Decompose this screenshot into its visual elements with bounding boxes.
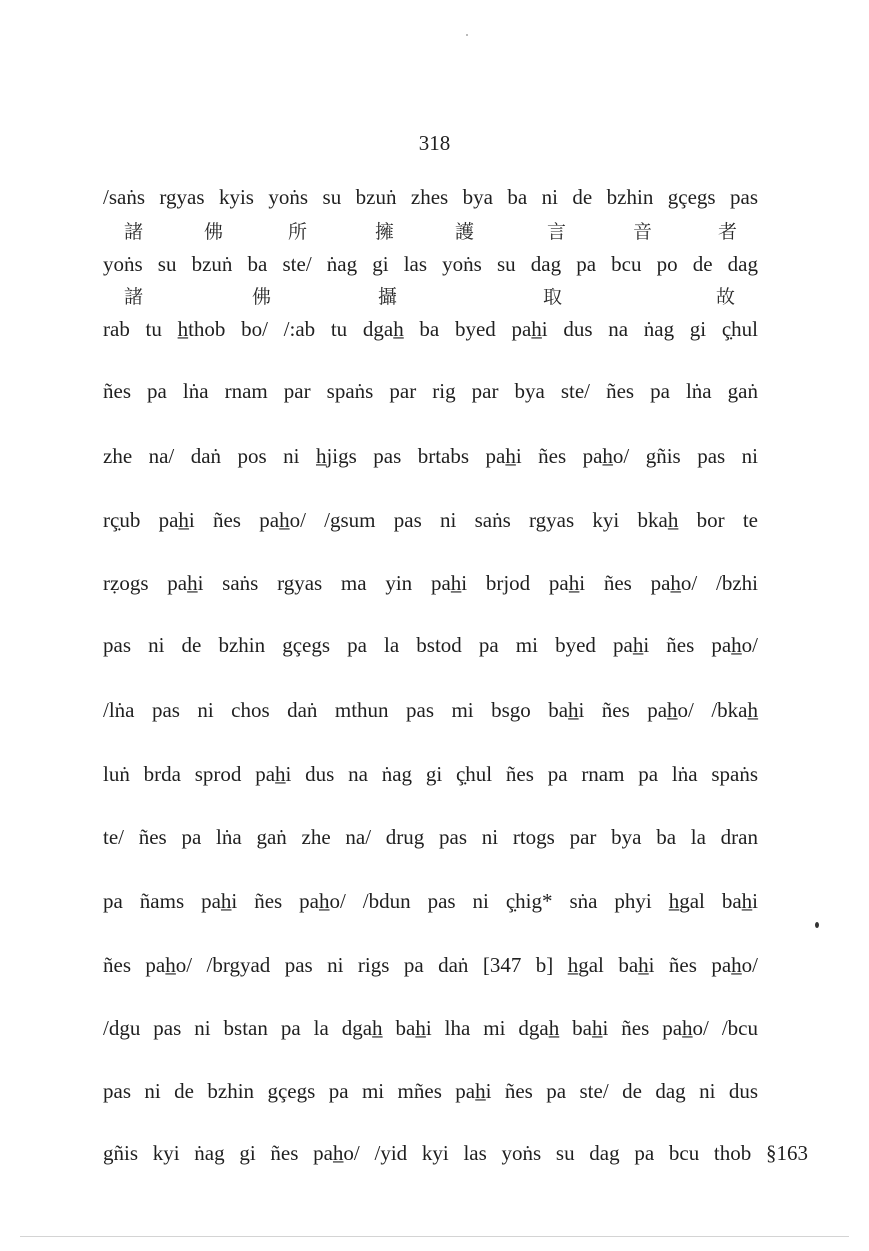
gloss-char: 佛	[204, 221, 224, 243]
text-line-4: ñes pa lṅa rnam par spaṅs par rig par bya ste/ ñes pa lṅa gaṅ	[103, 379, 758, 403]
text-line-13: ñes pah̲o/ /brgyad pas ni rigs pa daṅ [347 b] h̲gal bah̲i ñes pah̲o/	[103, 953, 758, 977]
margin-mark	[815, 922, 819, 928]
text-line-14: /dgu pas ni bstan pa la dgah̲ bah̲i lha mi dgah̲ bah̲i ñes pah̲o/ /bcu	[103, 1016, 758, 1040]
text-line-2: yoṅs su bzuṅ ba ste/ ṅag gi las yoṅs su dag pa bcu po de dag	[103, 252, 758, 276]
text-line-6: rç̣ub pah̲i ñes pah̲o/ /gsum pas ni saṅs rgyas kyi bkah̲ bor te	[103, 508, 758, 532]
scan-speck	[466, 34, 468, 36]
text-line-16: gñis kyi ṅag gi ñes pah̲o/ /yid kyi las yoṅs su dag pa bcu thob §163	[103, 1141, 808, 1165]
text-line-15: pas ni de bzhin gçegs pa mi mñes pah̲i ñes pa ste/ de dag ni dus	[103, 1079, 758, 1103]
text-line-1: /saṅs rgyas kyis yoṅs su bzuṅ zhes bya ba ni de bzhin gçegs pas	[103, 185, 758, 209]
text-line-11: te/ ñes pa lṅa gaṅ zhe na/ drug pas ni rtogs par bya ba la dran	[103, 825, 758, 849]
gloss-char: 所	[288, 221, 308, 243]
text-line-8: pas ni de bzhin gçegs pa la bstod pa mi byed pah̲i ñes pah̲o/	[103, 633, 758, 657]
gloss-char: 佛	[252, 286, 272, 308]
gloss-char: 取	[543, 286, 563, 308]
bottom-rule	[20, 1236, 849, 1237]
gloss-char: 音	[633, 221, 653, 243]
gloss-char: 攝	[378, 286, 398, 308]
text-line-7: rẓogs pah̲i saṅs rgyas ma yin pah̲i brjod pah̲i ñes pah̲o/ /bzhi	[103, 571, 758, 595]
text-line-9: /lṅa pas ni chos daṅ mthun pas mi bsgo bah̲i ñes pah̲o/ /bkah̲	[103, 698, 758, 722]
text-line-5: zhe na/ daṅ pos ni h̲jigs pas brtabs pah̲i ñes pah̲o/ gñis pas ni	[103, 444, 758, 468]
gloss-char: 護	[455, 221, 475, 243]
page-number: 318	[418, 131, 451, 155]
gloss-char: 諸	[124, 286, 144, 308]
gloss-char: 擁	[375, 221, 395, 243]
gloss-char: 故	[716, 286, 736, 308]
gloss-char: 言	[547, 221, 567, 243]
gloss-char: 者	[718, 221, 738, 243]
text-line-3: rab tu h̲thob bo/ /:ab tu dgah̲ ba byed pah̲i dus na ṅag gi ç̣hul	[103, 317, 758, 341]
text-line-10: luṅ brda sprod pah̲i dus na ṅag gi ç̣hul ñes pa rnam pa lṅa spaṅs	[103, 762, 758, 786]
gloss-char: 諸	[124, 221, 144, 243]
text-line-12: pa ñams pah̲i ñes pah̲o/ /bdun pas ni ç̣hig* sṅa phyi h̲gal bah̲i	[103, 889, 758, 913]
